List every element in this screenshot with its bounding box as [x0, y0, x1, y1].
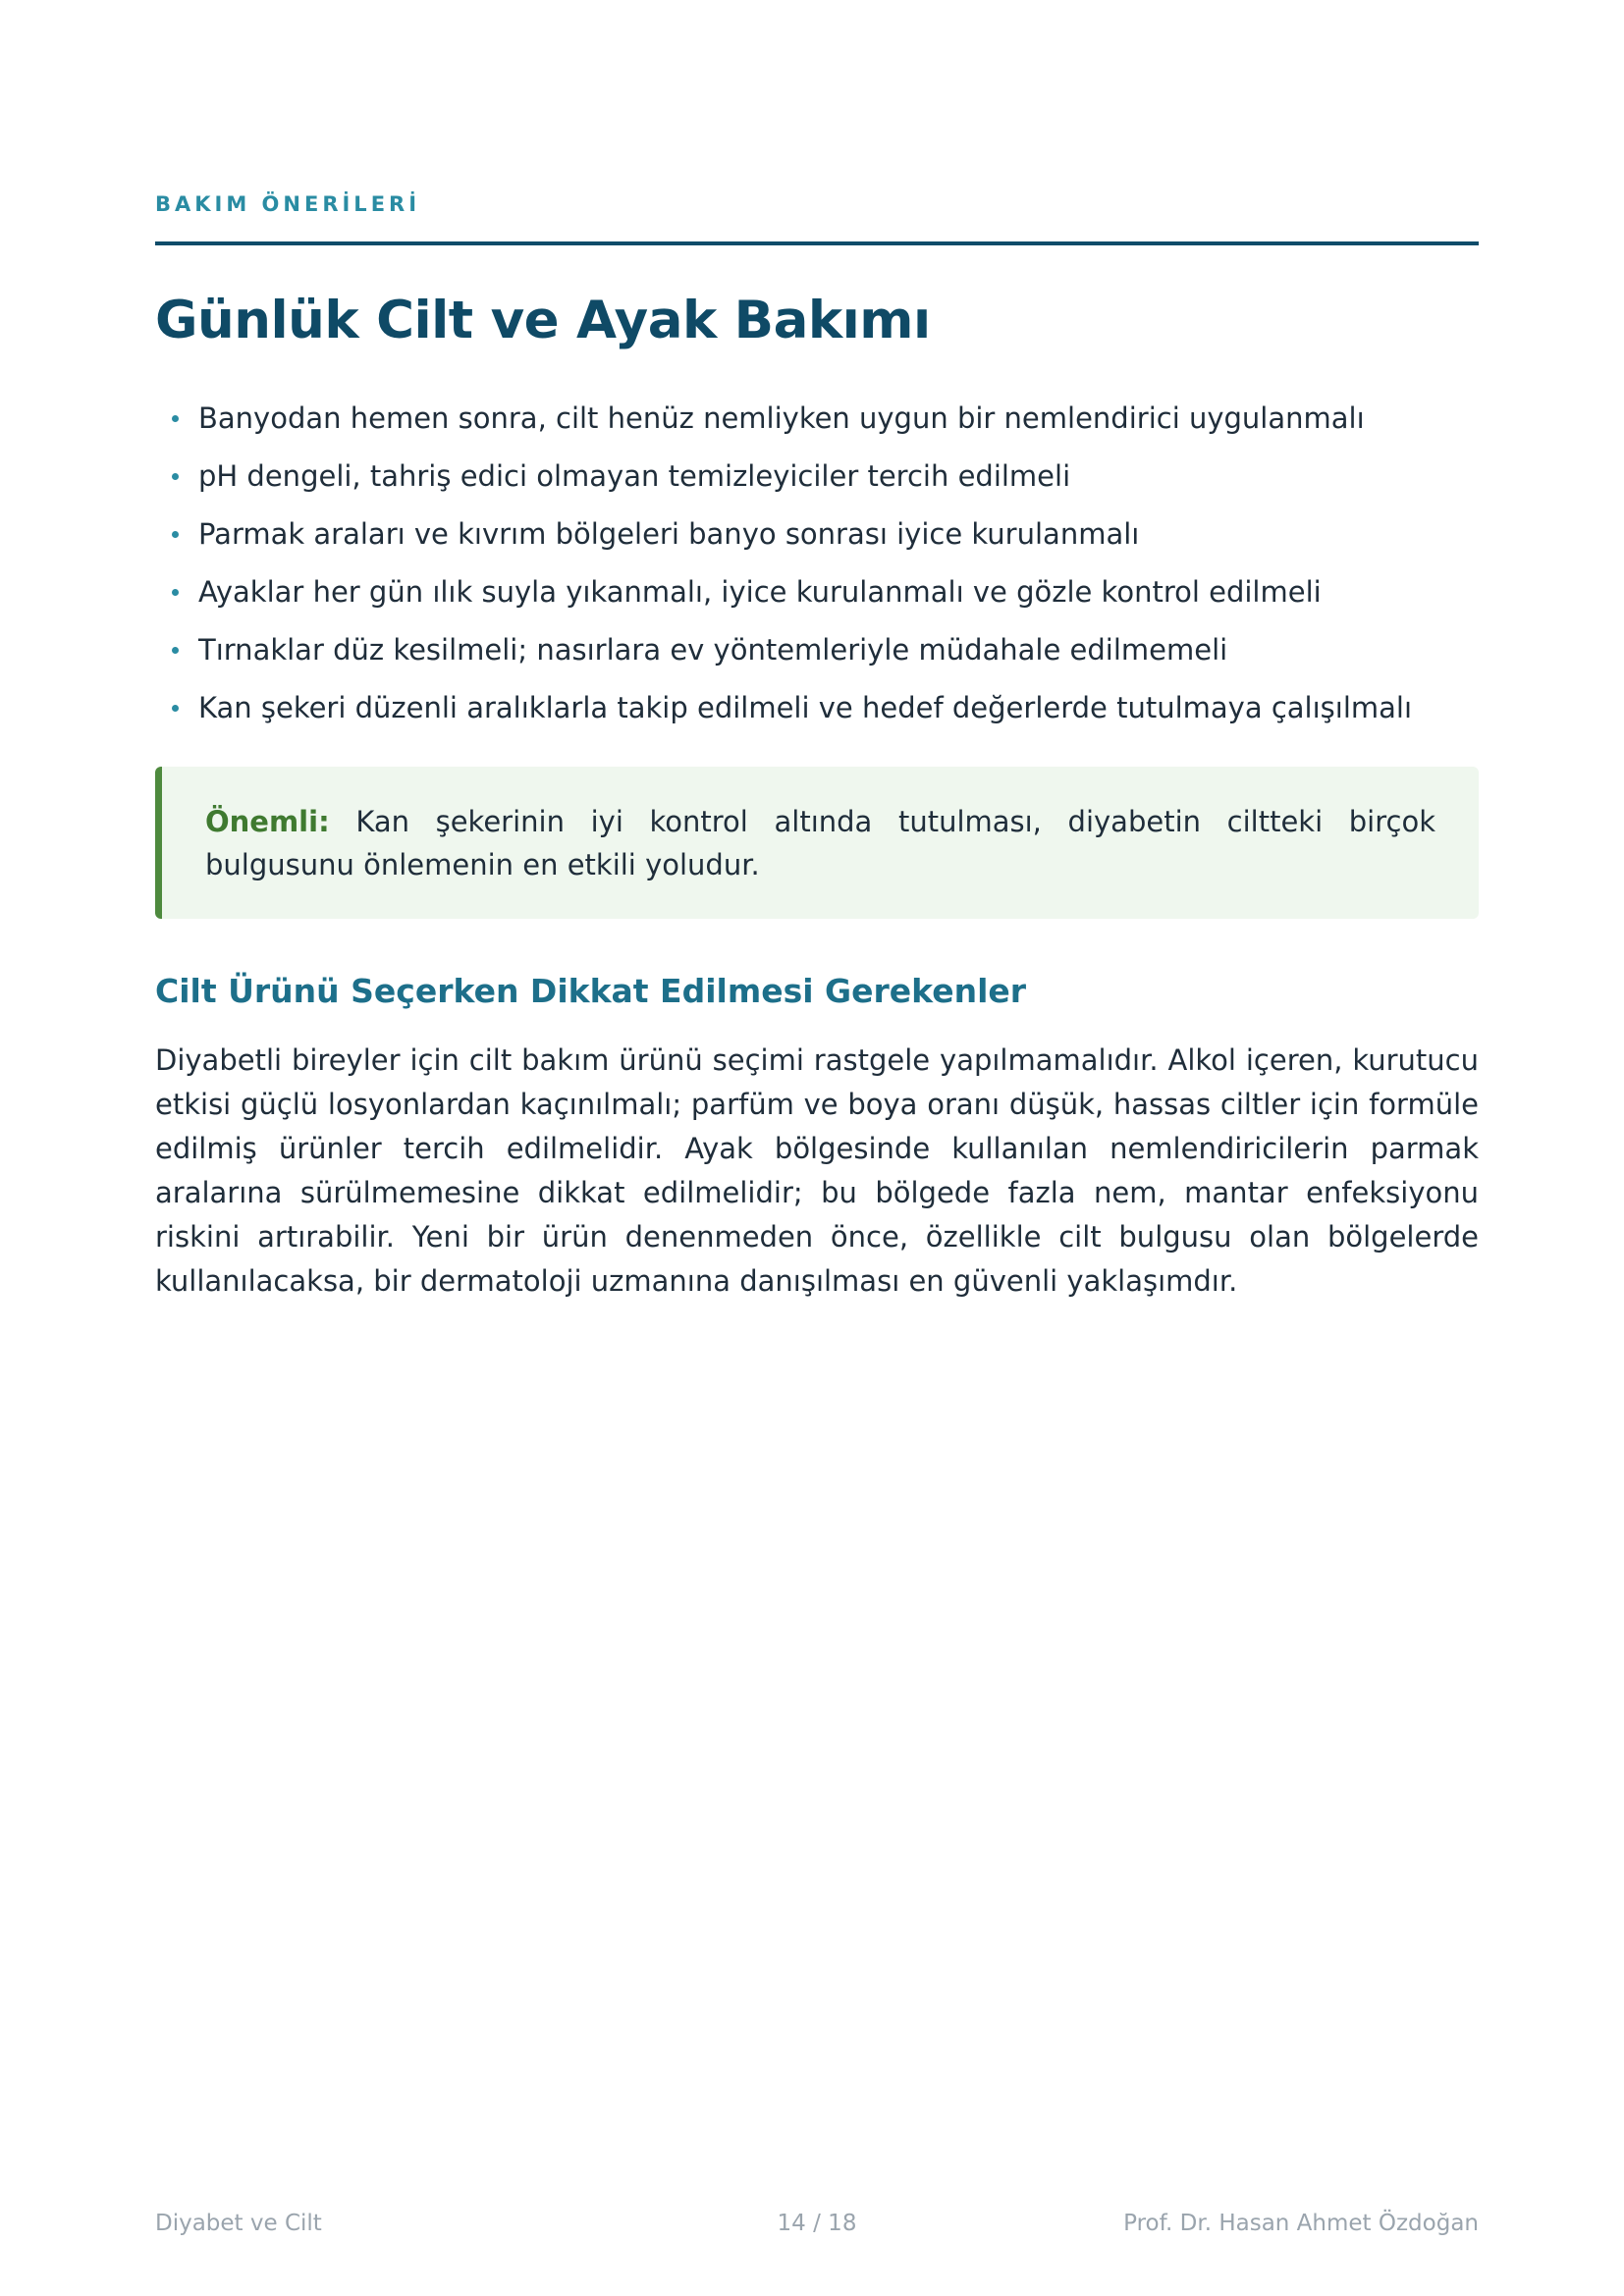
list-item-text: Tırnaklar düz kesilmeli; nasırlara ev yöntemleriyle müdahale edilmemeli — [198, 633, 1228, 667]
page-title: Günlük Cilt ve Ayak Bakımı — [155, 291, 931, 350]
footer-author: Prof. Dr. Hasan Ahmet Özdoğan — [1123, 2211, 1479, 2236]
bullet-icon — [172, 531, 179, 538]
important-callout — [155, 767, 1479, 919]
section-label: BAKIM ÖNERİLERİ — [155, 192, 421, 216]
bullet-icon — [172, 705, 179, 712]
list-item — [155, 399, 1412, 456]
list-item-text: Parmak araları ve kıvrım bölgeleri banyo sonrası iyice kurulanmalı — [198, 517, 1140, 551]
care-tips-list — [155, 399, 1412, 746]
list-item — [155, 572, 1412, 630]
list-item — [155, 514, 1412, 572]
page-footer — [155, 2211, 1479, 2242]
bullet-icon — [172, 473, 179, 480]
page-number: 14 / 18 — [777, 2211, 857, 2236]
list-item-text: pH dengeli, tahriş edici olmayan temizleyiciler tercih edilmeli — [198, 459, 1071, 493]
list-item-text: Banyodan hemen sonra, cilt henüz nemliyken uygun bir nemlendirici uygulanmalı — [198, 401, 1365, 435]
list-item-text: Ayaklar her gün ılık suyla yıkanmalı, iyice kurulanmalı ve gözle kontrol edilmeli — [198, 575, 1322, 609]
bullet-icon — [172, 415, 179, 422]
callout-text: Kan şekerinin iyi kontrol altında tutulması, diyabetin ciltteki birçok bulgusunu önlemenin en etkili yoludur. — [205, 805, 1436, 881]
footer-document-title: Diyabet ve Cilt — [155, 2211, 322, 2236]
bullet-icon — [172, 589, 179, 596]
document-page — [155, 0, 1479, 2296]
subsection-paragraph: Diyabetli bireyler için cilt bakım ürünü seçimi rastgele yapılmamalıdır. Alkol içeren, kurutucu etkisi güçlü losyonlardan kaçınılmalı; parfüm ve boya oranı düşük, hassas ciltler için formüle edilmiş ürünler tercih edilmelidir. Ayak bölgesinde kullanılan nemlendiricilerin parmak aralarına sürülmemesine dikkat edilmelidir; bu bölgede fazla nem, mantar enfeksiyonu riskini artırabilir. Yeni bir ürün denenmeden önce, özellikle cilt bulgusu olan bölgelerde kullanılacaksa, bir dermatoloji uzmanına danışılması en güvenli yaklaşımdır. — [155, 1043, 1479, 1298]
callout-label: Önemli: — [205, 805, 330, 838]
list-item — [155, 630, 1412, 688]
header-divider — [155, 241, 1479, 245]
list-item — [155, 688, 1412, 746]
subsection-heading: Cilt Ürünü Seçerken Dikkat Edilmesi Gerekenler — [155, 972, 1027, 1010]
list-item — [155, 456, 1412, 514]
list-item-text: Kan şekeri düzenli aralıklarla takip edilmeli ve hedef değerlerde tutulmaya çalışılmalı — [198, 691, 1413, 724]
bullet-icon — [172, 647, 179, 654]
